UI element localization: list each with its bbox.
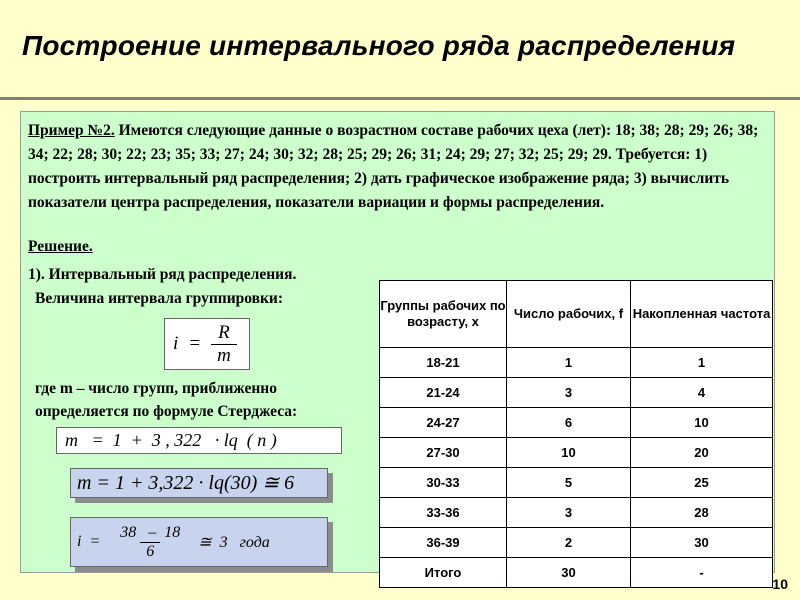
interval-fraction [211, 322, 237, 367]
cell-total-cumulative: - [631, 558, 773, 588]
solution-label: Решение. [28, 238, 93, 255]
cell-cumulative: 28 [631, 498, 773, 528]
page-title: Построение интервального ряда распределения [22, 30, 736, 61]
header-groups: Группы рабочих по возрасту, х [380, 281, 507, 348]
table-row [380, 528, 773, 558]
interval-calc-fraction [114, 524, 186, 561]
interval-calc-rhs: ≅ 3 года [198, 534, 270, 551]
cell-group: 33-36 [380, 498, 507, 528]
cell-count: 3 [507, 498, 631, 528]
problem-text: Имеются следующие данные о возрастном составе рабочих цеха (лет): 18; 38; 28; 29; 26; 38; 34; 22; 28; 30; 22; 23; 35; 33; 27; 24; 30; 32; 28; 25; 29; 26; 31; 24; 29; 27; 32; 25; 29; 29. Требуется: 1) построить интервальный ряд распределения; 2) дать графическое изображение ряда; 3) вычислить показатели центра распределения, показатели вариации и формы распределения. [28, 122, 759, 211]
cell-cumulative: 20 [631, 438, 773, 468]
cell-cumulative: 4 [631, 378, 773, 408]
interval-calc-lhs: i = [77, 533, 101, 550]
cell-count: 3 [507, 378, 631, 408]
sturges-note-line1: где m – число групп, приближенно [35, 380, 277, 397]
problem-label: Пример №2. [28, 122, 115, 139]
table-row [380, 348, 773, 378]
cell-count: 6 [507, 408, 631, 438]
cell-cumulative: 25 [631, 468, 773, 498]
cell-total-count: 30 [507, 558, 631, 588]
table-row [380, 378, 773, 408]
table-header-row [380, 281, 773, 348]
interval-numerator: R [218, 321, 230, 343]
interval-calc-denominator: 6 [140, 542, 160, 561]
interval-calculation [70, 517, 328, 567]
interval-size-label: Величина интервала группировки: [35, 290, 283, 307]
title-divider [0, 97, 800, 100]
cell-cumulative: 10 [631, 408, 773, 438]
header-count: Число рабочих, f [507, 281, 631, 348]
interval-formula-lhs: i [173, 333, 179, 354]
cell-cumulative: 1 [631, 348, 773, 378]
cell-count: 1 [507, 348, 631, 378]
interval-denominator: m [211, 344, 237, 367]
table-row [380, 408, 773, 438]
cell-group: 21-24 [380, 378, 507, 408]
page-number: 10 [772, 576, 788, 592]
sturges-note-line2: определяется по формуле Стерджеса: [35, 403, 298, 420]
step1-heading: 1). Интервальный ряд распределения. [28, 266, 297, 283]
header-cumulative: Накопленная частота [631, 281, 773, 348]
interval-calc-numerator: 38 – 18 [120, 523, 181, 541]
cell-count: 10 [507, 438, 631, 468]
cell-cumulative: 30 [631, 528, 773, 558]
cell-group: 18-21 [380, 348, 507, 378]
cell-group: 24-27 [380, 408, 507, 438]
cell-count: 2 [507, 528, 631, 558]
cell-count: 5 [507, 468, 631, 498]
cell-group: 27-30 [380, 438, 507, 468]
table-total-row [380, 558, 773, 588]
frequency-table [379, 280, 773, 588]
sturges-calculation: m = 1 + 3,322 · lq(30) ≅ 6 [70, 468, 328, 498]
table-row [380, 498, 773, 528]
table-row [380, 438, 773, 468]
sturges-formula: m = 1 + 3 , 322 · lq ( n ) [56, 427, 342, 454]
table-row [380, 468, 773, 498]
problem-statement [28, 119, 773, 215]
interval-formula-eq: = [188, 333, 202, 354]
interval-formula [164, 318, 250, 370]
cell-group: 30-33 [380, 468, 507, 498]
cell-total-label: Итого [380, 558, 507, 588]
cell-group: 36-39 [380, 528, 507, 558]
